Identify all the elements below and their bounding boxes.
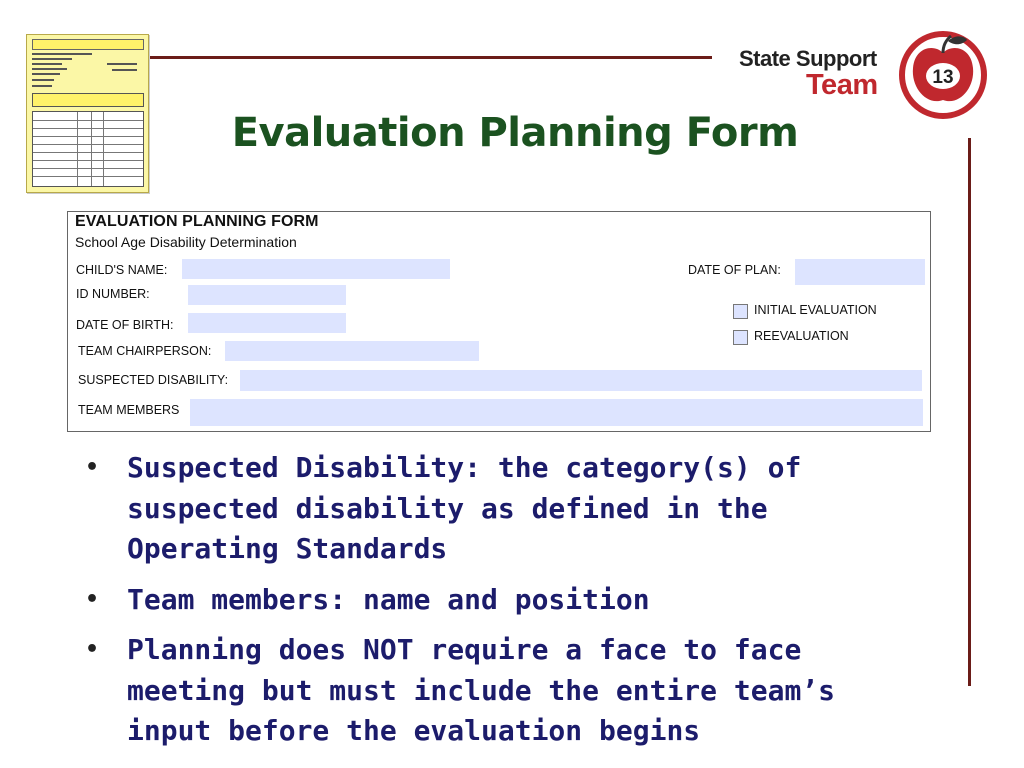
bullet-item: • Suspected Disability: the category(s) of suspected disability as defined in the Operating Standards [85,451,802,565]
suspected-disability-field [240,370,922,391]
initial-evaluation-label: INITIAL EVALUATION [754,303,877,317]
id-number-field [188,285,346,305]
logo-text-line2: Team [806,69,878,101]
date-of-birth-label: DATE OF BIRTH: [76,318,174,332]
form-heading: EVALUATION PLANNING FORM [75,213,319,230]
date-of-birth-field [188,313,346,333]
reevaluation-checkbox [733,330,748,345]
bullet-text: Planning does NOT require a face to face meeting but must include the entire team’s input before the evaluation begins [127,633,836,747]
date-of-plan-label: DATE OF PLAN: [688,263,781,277]
childs-name-label: CHILD'S NAME: [76,263,168,277]
team-members-label: TEAM MEMBERS [78,403,180,417]
bullet-text: Team members: name and position [127,582,650,616]
logo-number: 13 [932,67,954,88]
bullet-list [85,448,865,762]
evaluation-planning-form-image [67,211,931,432]
form-subheading: School Age Disability Determination [75,234,297,250]
apple-logo-icon [893,26,993,122]
bullet-item: • Planning does NOT require a face to face meeting but must include the entire team’s input before the evaluation begins [85,633,836,747]
right-divider-rule [968,138,971,686]
top-divider-rule [150,56,712,59]
team-chairperson-label: TEAM CHAIRPERSON: [78,344,212,358]
team-members-field [190,399,923,426]
bullet-item: • Team members: name and position [85,582,650,616]
team-chairperson-field [225,341,479,361]
date-of-plan-field [795,259,925,285]
bullet-text: Suspected Disability: the category(s) of suspected disability as defined in the Operating Standards [127,451,802,565]
id-number-label: ID NUMBER: [76,287,150,301]
slide-title: Evaluation Planning Form [231,110,799,156]
childs-name-field [182,259,450,279]
logo-text-line1: State Support [739,46,877,71]
initial-evaluation-checkbox [733,304,748,319]
reevaluation-label: REEVALUATION [754,329,849,343]
suspected-disability-label: SUSPECTED DISABILITY: [78,373,229,387]
